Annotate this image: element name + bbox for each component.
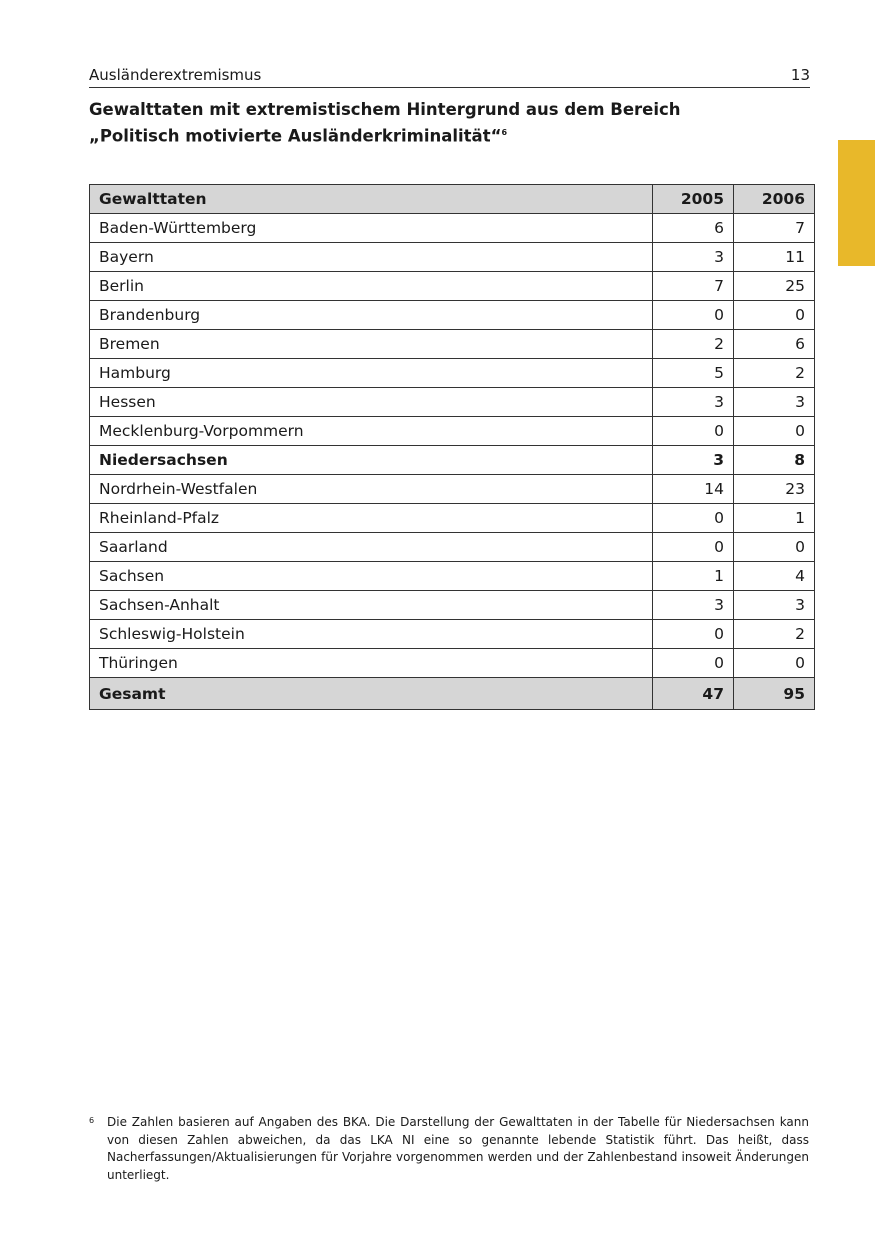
cell-2005: 0	[653, 504, 734, 533]
footnote-reference: 6	[501, 128, 508, 137]
table-row	[90, 272, 815, 301]
table-row	[90, 591, 815, 620]
table-title	[89, 98, 809, 148]
cell-2005: 0	[653, 649, 734, 678]
footnote-text: Die Zahlen basieren auf Angaben des BKA. Die Darstellung der Gewalttaten in der Tabelle für Niedersachsen kann von diesen Zahlen abweichen, da das LKA NI eine so genannte lebende Statistik führt. Das heißt, dass Nacherfassungen/Aktualisierungen für Vorjahre vorgenommen werden und der Zahlenbestand insoweit Änderungen unterliegt.	[107, 1115, 809, 1182]
cell-2005: 3	[653, 591, 734, 620]
table-row	[90, 562, 815, 591]
cell-2006: 8	[734, 446, 815, 475]
cell-2005: 6	[653, 214, 734, 243]
cell-2006: 0	[734, 301, 815, 330]
table-row	[90, 475, 815, 504]
chapter-tab-marker	[838, 140, 875, 266]
total-label: Gesamt	[90, 678, 653, 710]
cell-2005: 0	[653, 301, 734, 330]
row-label: Schleswig-Holstein	[90, 620, 653, 649]
violence-statistics-table	[89, 184, 815, 710]
row-label: Sachsen	[90, 562, 653, 591]
cell-2005: 3	[653, 243, 734, 272]
cell-2005: 14	[653, 475, 734, 504]
title-line-2	[89, 121, 809, 148]
table-row	[90, 359, 815, 388]
row-label: Niedersachsen	[90, 446, 653, 475]
page-number: 13	[790, 66, 810, 84]
row-label: Rheinland-Pfalz	[90, 504, 653, 533]
table-row	[90, 504, 815, 533]
row-label: Bremen	[90, 330, 653, 359]
table-row	[90, 446, 815, 475]
section-title: Ausländerextremismus	[89, 66, 262, 84]
cell-2005: 7	[653, 272, 734, 301]
row-label: Bayern	[90, 243, 653, 272]
title-line-1: Gewalttaten mit extremistischem Hintergrund aus dem Bereich	[89, 100, 681, 119]
running-header	[89, 66, 810, 88]
cell-2006: 2	[734, 620, 815, 649]
cell-2006: 23	[734, 475, 815, 504]
table-body	[90, 214, 815, 678]
cell-2006: 1	[734, 504, 815, 533]
table-row	[90, 533, 815, 562]
cell-2006: 3	[734, 388, 815, 417]
cell-2006: 11	[734, 243, 815, 272]
table-total-row	[90, 678, 815, 710]
column-header-2005: 2005	[653, 185, 734, 214]
table-row	[90, 301, 815, 330]
cell-2006: 0	[734, 417, 815, 446]
row-label: Saarland	[90, 533, 653, 562]
table-row	[90, 214, 815, 243]
column-header-2006: 2006	[734, 185, 815, 214]
cell-2005: 0	[653, 533, 734, 562]
cell-2006: 3	[734, 591, 815, 620]
table-row	[90, 330, 815, 359]
cell-2005: 5	[653, 359, 734, 388]
cell-2006: 4	[734, 562, 815, 591]
row-label: Hamburg	[90, 359, 653, 388]
footnote-mark: 6	[89, 1116, 95, 1125]
cell-2005: 0	[653, 417, 734, 446]
cell-2005: 1	[653, 562, 734, 591]
cell-2006: 0	[734, 649, 815, 678]
cell-2006: 7	[734, 214, 815, 243]
cell-2005: 0	[653, 620, 734, 649]
cell-2006: 0	[734, 533, 815, 562]
cell-2006: 6	[734, 330, 815, 359]
row-label: Baden-Württemberg	[90, 214, 653, 243]
cell-2006: 25	[734, 272, 815, 301]
table-row	[90, 417, 815, 446]
table-row	[90, 388, 815, 417]
table-header-row	[90, 185, 815, 214]
footnote	[89, 1114, 809, 1184]
total-2006: 95	[734, 678, 815, 710]
row-label: Brandenburg	[90, 301, 653, 330]
title-line-2-text: „Politisch motivierte Ausländerkriminalität“	[89, 126, 502, 146]
table-row	[90, 243, 815, 272]
total-2005: 47	[653, 678, 734, 710]
cell-2006: 2	[734, 359, 815, 388]
table-row	[90, 649, 815, 678]
row-label: Hessen	[90, 388, 653, 417]
row-label: Berlin	[90, 272, 653, 301]
row-label: Mecklenburg-Vorpommern	[90, 417, 653, 446]
table-row	[90, 620, 815, 649]
row-label: Nordrhein-Westfalen	[90, 475, 653, 504]
column-header-category: Gewalttaten	[90, 185, 653, 214]
cell-2005: 2	[653, 330, 734, 359]
cell-2005: 3	[653, 388, 734, 417]
row-label: Sachsen-Anhalt	[90, 591, 653, 620]
cell-2005: 3	[653, 446, 734, 475]
row-label: Thüringen	[90, 649, 653, 678]
